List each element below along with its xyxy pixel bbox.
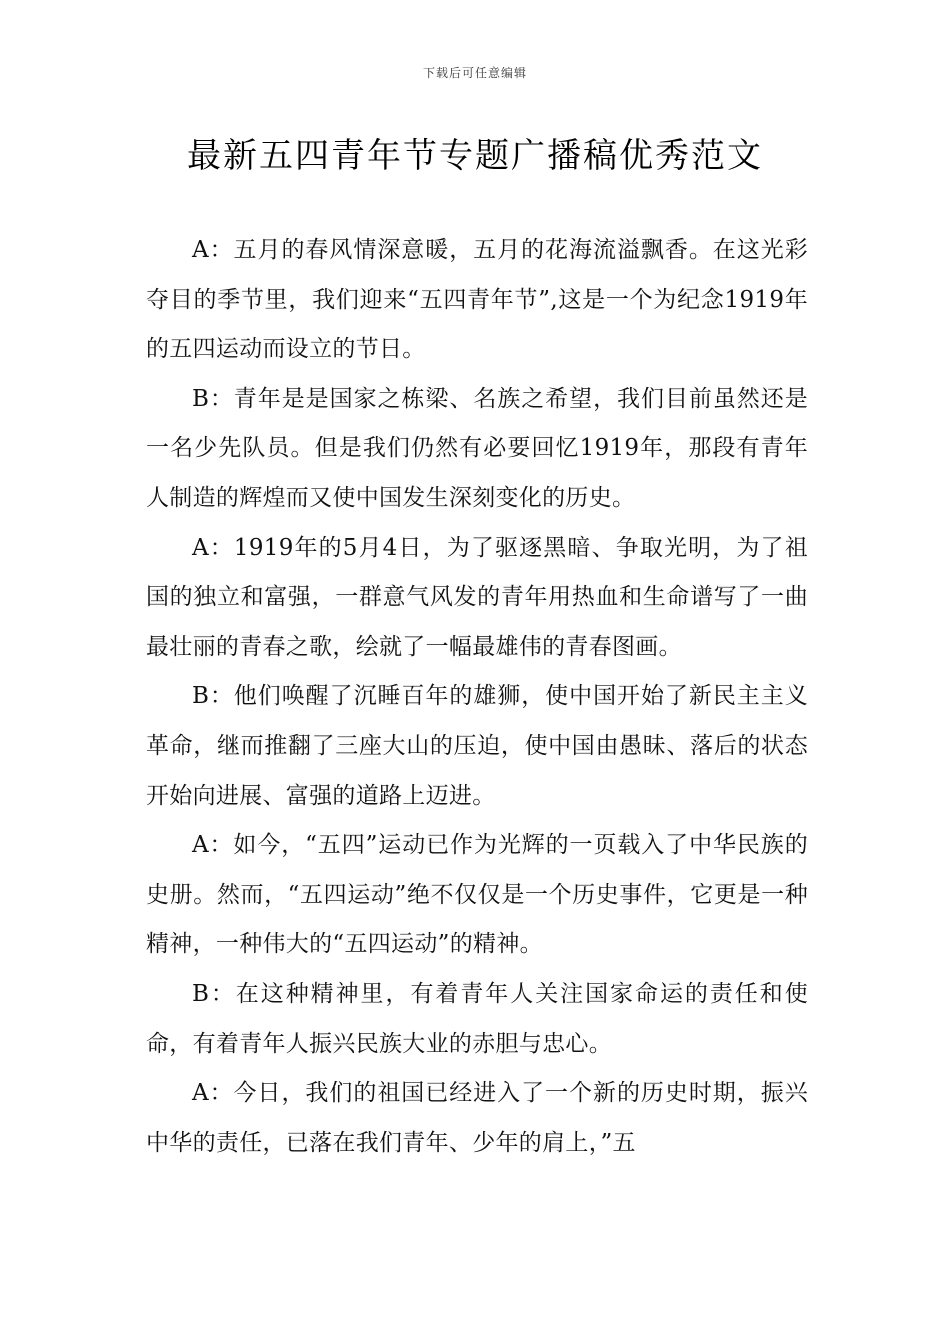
header-note: 下载后可任意编辑 — [422, 66, 527, 80]
paragraph: A：今日，我们的祖国已经进入了一个新的历史时期，振兴中华的责任，已落在我们青年、少年的肩上，”五 — [146, 1080, 808, 1156]
paragraph: A：如今，“五四”运动已作为光辉的一页载入了中华民族的史册。然而，“五四运动”绝不仅仅是一个历史事件，它更是一种精神，一种伟大的“五四运动”的精神。 — [146, 832, 808, 958]
paragraph: A：五月的春风情深意暖，五月的花海流溢飘香。在这光彩夺目的季节里，我们迎来“五四青年节”,这是一个为纪念1919年的五四运动而设立的节日。 — [146, 237, 808, 363]
document-body — [146, 226, 808, 1168]
paragraph: B：在这种精神里，有着青年人关注国家命运的责任和使命，有着青年人振兴民族大业的赤胆与忠心。 — [146, 980, 808, 1057]
paragraph: B：青年是是国家之栋梁、名族之希望，我们目前虽然还是一名少先队员。但是我们仍然有必要回忆1919年，那段有青年人制造的辉煌而又使中国发生深刻变化的历史。 — [146, 385, 808, 511]
paragraph: B：他们唤醒了沉睡百年的雄狮，使中国开始了新民主主义革命，继而推翻了三座大山的压迫，使中国由愚昧、落后的状态开始向进展、富强的道路上迈进。 — [146, 683, 808, 809]
paragraph: A：1919年的5月4日，为了驱逐黑暗、争取光明，为了祖国的独立和富强，一群意气风发的青年用热血和生命谱写了一曲最壮丽的青春之歌，绘就了一幅最雄伟的青春图画。 — [146, 534, 808, 660]
document-title: 最新五四青年节专题广播稿优秀范文 — [187, 136, 763, 176]
